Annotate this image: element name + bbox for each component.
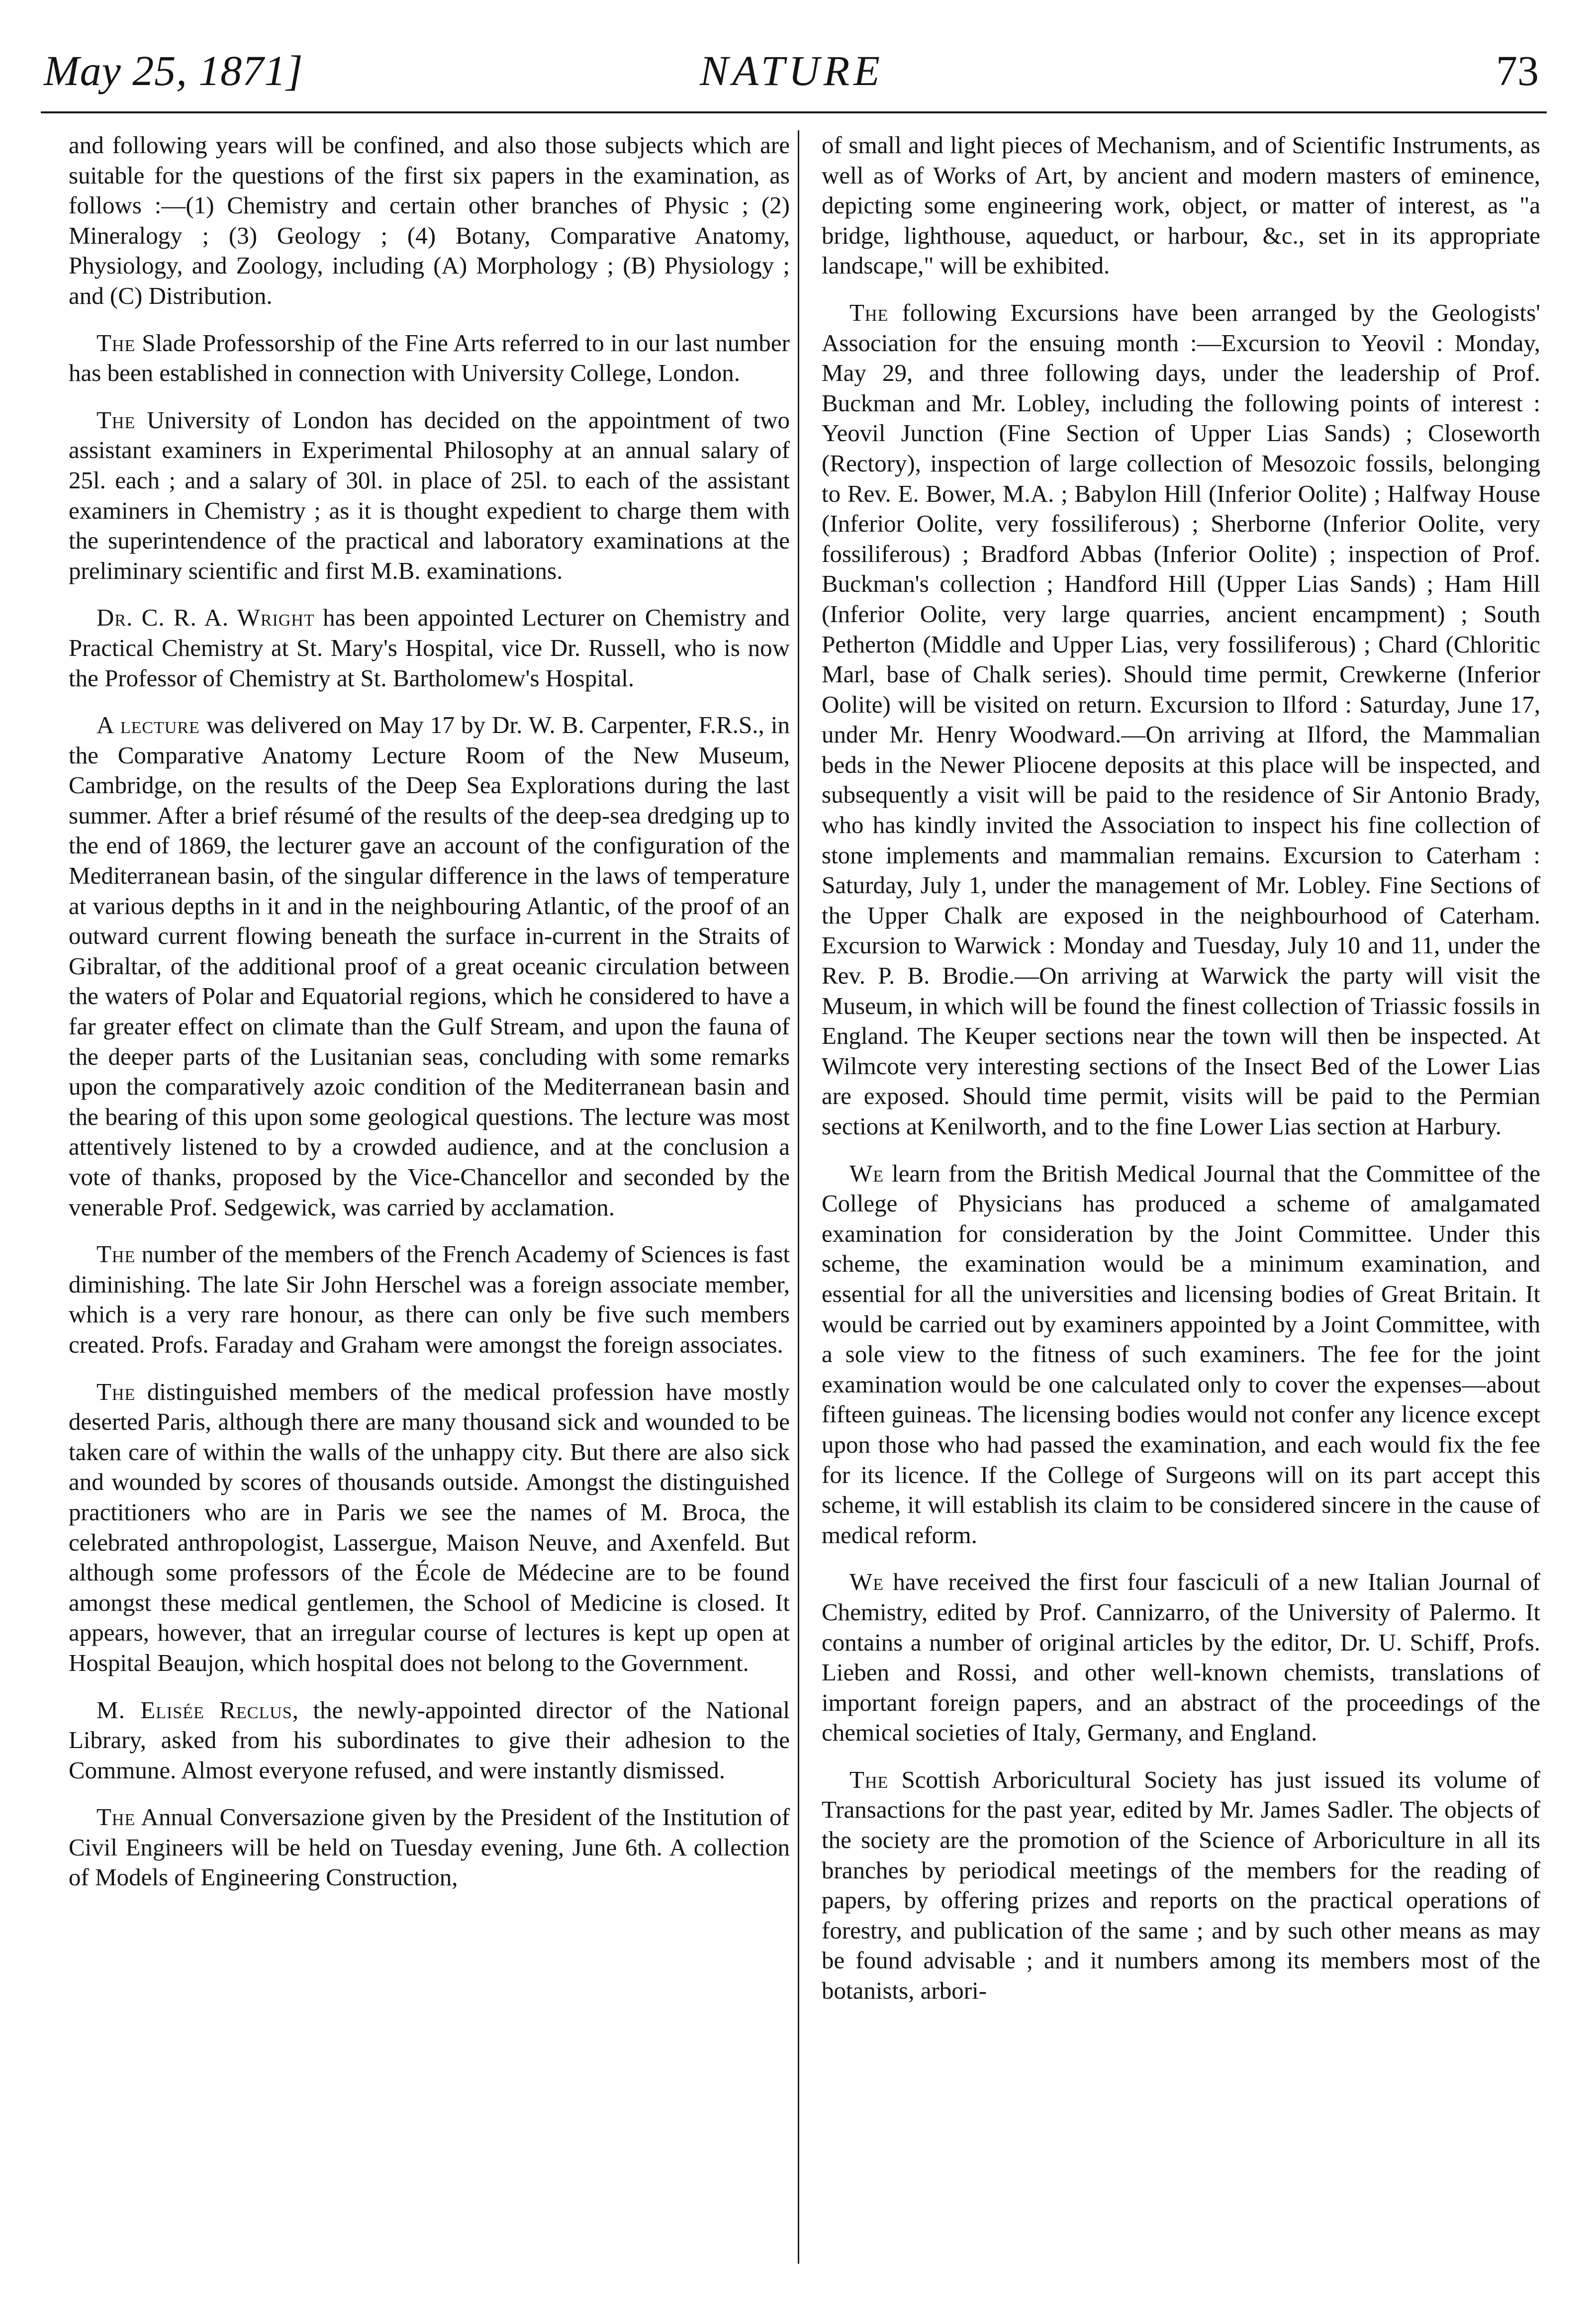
article-paragraph: The Slade Professorship of the Fine Arts referred to in our last number has been established in connection with University College, London. — [69, 329, 790, 387]
article-paragraph: We have received the first four fasciculi of a new Italian Journal of Chemistry, edited by Prof. Cannizarro, of the University of Palermo. It contains a number of original articles by the editor, Dr. U. Schiff, Profs. Lieben and Rossi, and other well-known chemists, translations of important foreign papers, and an abstract of the proceedings of the chemical societies of Italy, Germany, and England. — [822, 1568, 1540, 1747]
article-paragraph: The Scottish Arboricultural Society has just issued its volume of Transactions for the past year, edited by Mr. James Sadler. The objects of the society are the promotion of the Science of Arboriculture in all its branches by periodical meetings of the members for the reading of papers, by offering prizes and reports on the practical operations of forestry, and publication of the same ; and by such other means as may be found advisable ; and it numbers among its members most of the botanists, arbori- — [822, 1765, 1540, 2005]
article-paragraph: We learn from the British Medical Journal that the Committee of the College of Physicians has produced a scheme of amalgamated examination for consideration by the Joint Committee. Under this scheme, the examination would be a minimum examination, and essential for all the universities and licensing bodies of Great Britain. It would be carried out by examiners appointed by a Joint Committee, with a sole view to the fitness of such examiners. The fee for the joint examination would be one calculated only to cover the expenses—about fifteen guineas. The licensing bodies would not confer any licence except upon those who had passed the examination, and each would fix the fee for its licence. If the College of Surgeons will on its part accept this scheme, it will establish its claim to be considered sincere in the cause of medical reform. — [822, 1159, 1540, 1549]
issue-date: May 25, 1871] — [44, 47, 303, 94]
article-paragraph: The number of the members of the French Academy of Sciences is fast diminishing. The late Sir John Herschel was a foreign associate member, which is a very rare honour, as there can only be five such members created. Profs. Faraday and Graham were amongst the foreign associates. — [69, 1240, 790, 1358]
right-column — [822, 130, 1540, 2279]
page-header — [41, 42, 1543, 116]
article-paragraph: of small and light pieces of Mechanism, and of Scientific Instruments, as well as of Works of Art, by ancient and modern masters of eminence, depicting some engineering work, object, or matter of interest, as "a bridge, lighthouse, aqueduct, or harbour, &c., set in its appropriate landscape," will be exhibited. — [822, 131, 1540, 279]
left-column — [69, 130, 790, 2279]
column-divider — [798, 130, 799, 2264]
article-paragraph: and following years will be confined, and also those subjects which are suitable for the questions of the first six papers in the examination, as follows :—(1) Chemistry and certain other branches of Physic ; (2) Mineralogy ; (3) Geology ; (4) Botany, Comparative Anatomy, Physiology, and Zoology, including (A) Morphology ; (B) Physiology ; and (C) Distribution. — [69, 131, 790, 309]
header-rule — [41, 111, 1547, 113]
article-paragraph: The Annual Conversazione given by the President of the Institution of Civil Engineers will be held on Tuesday evening, June 6th. A collection of Models of Engineering Construction, — [69, 1803, 790, 1891]
article-paragraph: The distinguished members of the medical profession have mostly deserted Paris, although there are many thousand sick and wounded to be taken care of within the walls of the unhappy city. But there are also sick and wounded by scores of thousands outside. Amongst the distinguished practitioners who are in Paris we see the names of M. Broca, the celebrated anthropologist, Lassergue, Maison Neuve, and Axenfeld. But although some professors of the École de Médecine are to be found amongst these medical gentlemen, the School of Medicine is closed. It appears, however, that an irregular course of lectures is kept up open at Hospital Beaujon, which hospital does not belong to the Government. — [69, 1378, 790, 1676]
journal-title: NATURE — [700, 47, 884, 94]
article-paragraph: M. Elisée Reclus, the newly-appointed director of the National Library, asked from his subordinates to give their adhesion to the Commune. Almost everyone refused, and were instantly dismissed. — [69, 1696, 790, 1784]
page-number: 73 — [1496, 47, 1539, 94]
article-paragraph: A lecture was delivered on May 17 by Dr. W. B. Carpenter, F.R.S., in the Comparative Anatomy Lecture Room of the New Museum, Cambridge, on the results of the Deep Sea Explorations during the last summer. After a brief résumé of the results of the deep-sea dredging up to the end of 1869, the lecturer gave an account of the configuration of the Mediterranean basin, of the singular difference in the laws of temperature at various depths in it and in the neighbouring Atlantic, of the proof of an outward current flowing beneath the surface in-current in the Straits of Gibraltar, of the additional proof of a great oceanic circulation between the waters of Polar and Equatorial regions, which he considered to have a far greater effect on climate than the Gulf Stream, and upon the fauna of the deeper parts of the Lusitanian seas, concluding with some remarks upon the comparatively azoic condition of the Mediterranean basin and the bearing of this upon some geological questions. The lecture was most attentively listened to by a crowded audience, and at the conclusion a vote of thanks, proposed by the Vice-Chancellor and seconded by the venerable Prof. Sedgewick, was carried by acclamation. — [69, 711, 790, 1221]
article-paragraph: Dr. C. R. A. Wright has been appointed Lecturer on Chemistry and Practical Chemistry at St. Mary's Hospital, vice Dr. Russell, who is now the Professor of Chemistry at St. Bartholomew's Hospital. — [69, 604, 790, 692]
article-paragraph: The following Excursions have been arranged by the Geologists' Association for the ensuing month :—Excursion to Yeovil : Monday, May 29, and three following days, under the leadership of Prof. Buckman and Mr. Lobley, including the following points of interest : Yeovil Junction (Fine Section of Upper Lias Sands) ; Closeworth (Rectory), inspection of large collection of Mesozoic fossils, belonging to Rev. E. Bower, M.A. ; Babylon Hill (Inferior Oolite) ; Halfway House (Inferior Oolite, very fossiliferous) ; Sherborne (Inferior Oolite, very fossiliferous) ; Bradford Abbas (Inferior Oolite) ; inspection of Prof. Buckman's collection ; Handford Hill (Upper Lias Sands) ; Ham Hill (Inferior Oolite, very large quarries, ancient encampment) ; South Petherton (Middle and Upper Lias, very fossiliferous) ; Chard (Chloritic Marl, base of Chalk series). Should time permit, Crewkerne (Inferior Oolite) will be visited on return. Excursion to Ilford : Saturday, June 17, under Mr. Henry Woodward.—On arriving at Ilford, the Mammalian beds in the Newer Pliocene deposits at this place will be inspected, and subsequently a visit will be paid to the residence of Sir Antonio Brady, who has kindly invited the Association to inspect his fine collection of stone implements and mammalian remains. Excursion to Caterham : Saturday, July 1, under the management of Mr. Lobley. Fine Sections of the Upper Chalk are exposed in the neighbourhood of Caterham. Excursion to Warwick : Monday and Tuesday, July 10 and 11, under the Rev. P. B. Brodie.—On arriving at Warwick the party will visit the Museum, in which will be found the finest collection of Triassic fossils in England. The Keuper sections near the town will then be inspected. At Wilmcote very interesting sections of the Insect Bed of the Lower Lias are exposed. Should time permit, visits will be paid to the Permian sections at Kenilworth, and to the fine Lower Lias section at Harbury. — [822, 298, 1540, 1140]
article-paragraph: The University of London has decided on the appointment of two assistant examiners in Experimental Philosophy at an annual salary of 25l. each ; and a salary of 30l. in place of 25l. to each of the assistant examiners in Chemistry ; as it is thought expedient to charge them with the superintendence of the practical and laboratory examinations at the preliminary scientific and first M.B. examinations. — [69, 406, 790, 584]
